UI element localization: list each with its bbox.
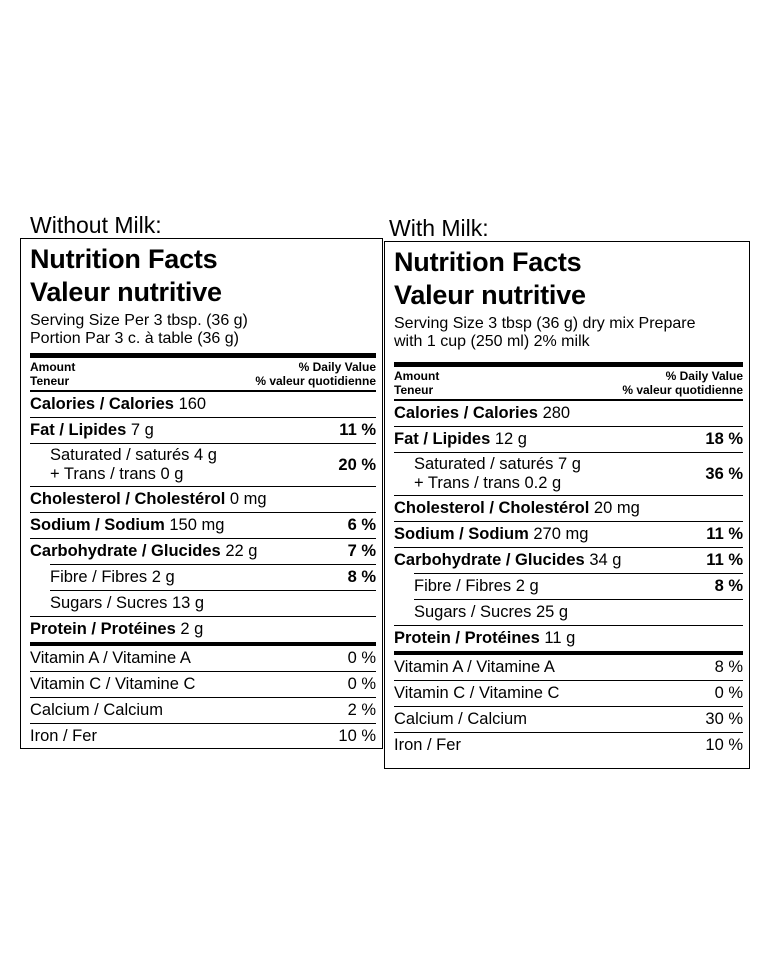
saturated-pct: 36 % (705, 464, 743, 483)
trans-label: + Trans / trans 0 g (50, 465, 184, 483)
vitamin-c-pct: 0 % (714, 684, 743, 702)
iron-row (30, 723, 376, 749)
iron-pct: 10 % (338, 727, 376, 745)
calcium-pct: 2 % (347, 701, 376, 719)
protein-label: Protein / Protéines (30, 620, 176, 638)
sugars-label: Sugars / Sucres 13 g (50, 594, 205, 612)
vitamin-c-row (30, 671, 376, 697)
serving-line-1: Serving Size 3 tbsp (36 g) dry mix Prepare (394, 315, 696, 332)
sodium-row (394, 521, 743, 547)
saturated-pct: 20 % (338, 455, 376, 474)
sugars-row (50, 590, 376, 616)
protein-row (30, 616, 376, 642)
saturated-label: Saturated / saturés 7 g (414, 455, 581, 473)
daily-value-label: % Daily Value (298, 360, 376, 374)
vitamin-c-row (394, 680, 743, 706)
protein-value: 2 g (180, 620, 204, 638)
carbohydrate-value: 22 g (225, 542, 258, 560)
panel-with-milk (384, 215, 750, 769)
carbohydrate-pct: 11 % (706, 551, 743, 569)
fat-label: Fat / Lipides (394, 430, 491, 448)
trans-label: + Trans / trans 0.2 g (414, 474, 562, 492)
daily-value-label: % Daily Value (665, 369, 743, 383)
iron-pct: 10 % (705, 736, 743, 754)
sodium-pct: 11 % (706, 525, 743, 543)
column-header (394, 367, 743, 399)
teneur-label: Teneur (394, 383, 434, 397)
title-en: Nutrition Facts (394, 247, 582, 277)
sodium-row (30, 512, 376, 538)
sodium-pct: 6 % (347, 516, 376, 534)
vitamin-c-pct: 0 % (347, 675, 376, 693)
carbohydrate-pct: 7 % (347, 542, 376, 560)
daily-value-label-fr: % valeur quotidienne (255, 374, 376, 388)
vitamin-a-label: Vitamin A / Vitamine A (394, 658, 555, 676)
calories-value: 280 (542, 404, 571, 422)
column-header (30, 358, 376, 390)
nutrition-facts-table (384, 241, 750, 769)
fibre-row (50, 564, 376, 590)
calories-label: Calories / Calories (394, 404, 538, 422)
sodium-label: Sodium / Sodium (30, 516, 165, 534)
cholesterol-label: Cholesterol / Cholestérol (394, 499, 590, 517)
calcium-row (394, 706, 743, 732)
carbohydrate-row (30, 538, 376, 564)
panel-heading: Without Milk: (30, 212, 162, 238)
serving-size (394, 315, 743, 355)
vitamin-a-pct: 8 % (714, 658, 743, 676)
amount-label: Amount (394, 369, 440, 383)
cholesterol-label: Cholesterol / Cholestérol (30, 490, 226, 508)
vitamin-c-label: Vitamin C / Vitamine C (394, 684, 560, 702)
vitamin-a-row (394, 651, 743, 680)
fibre-pct: 8 % (714, 577, 743, 595)
title-en: Nutrition Facts (30, 244, 218, 274)
serving-line-2: Portion Par 3 c. à table (36 g) (30, 330, 239, 347)
serving-line-1: Serving Size Per 3 tbsp. (36 g) (30, 312, 248, 329)
calories-label: Calories / Calories (30, 395, 174, 413)
cholesterol-row (30, 486, 376, 512)
vitamin-c-label: Vitamin C / Vitamine C (30, 675, 196, 693)
fibre-pct: 8 % (347, 568, 376, 586)
protein-label: Protein / Protéines (394, 629, 540, 647)
fibre-label: Fibre / Fibres 2 g (414, 577, 539, 595)
amount-label: Amount (30, 360, 76, 374)
teneur-label: Teneur (30, 374, 70, 388)
calories-row (394, 399, 743, 426)
fat-value: 7 g (130, 421, 154, 439)
protein-row (394, 625, 743, 651)
iron-label: Iron / Fer (30, 727, 97, 745)
fat-row (394, 426, 743, 452)
fat-label: Fat / Lipides (30, 421, 127, 439)
serving-size (30, 312, 376, 348)
panel-without-milk (20, 212, 383, 749)
calcium-row (30, 697, 376, 723)
carbohydrate-label: Carbohydrate / Glucides (30, 542, 221, 560)
nutrition-facts-table (20, 238, 383, 749)
calories-value: 160 (178, 395, 207, 413)
cholesterol-row (394, 495, 743, 521)
saturated-label: Saturated / saturés 4 g (50, 446, 217, 464)
iron-row (394, 732, 743, 758)
vitamin-a-pct: 0 % (347, 649, 376, 667)
protein-value: 11 g (544, 629, 576, 647)
carbohydrate-row (394, 547, 743, 573)
sodium-label: Sodium / Sodium (394, 525, 529, 543)
cholesterol-value: 20 mg (593, 499, 640, 517)
saturated-trans-row (394, 452, 743, 495)
calories-row (30, 390, 376, 417)
carbohydrate-value: 34 g (589, 551, 622, 569)
sodium-value: 150 mg (169, 516, 225, 534)
sugars-row (414, 599, 743, 625)
title-fr: Valeur nutritive (30, 277, 222, 307)
calcium-label: Calcium / Calcium (30, 701, 163, 719)
cholesterol-value: 0 mg (229, 490, 267, 508)
vitamin-a-label: Vitamin A / Vitamine A (30, 649, 191, 667)
daily-value-label-fr: % valeur quotidienne (622, 383, 743, 397)
calcium-label: Calcium / Calcium (394, 710, 527, 728)
carbohydrate-label: Carbohydrate / Glucides (394, 551, 585, 569)
sugars-label: Sugars / Sucres 25 g (414, 603, 569, 621)
fibre-label: Fibre / Fibres 2 g (50, 568, 175, 586)
panel-heading: With Milk: (389, 215, 489, 241)
sodium-value: 270 mg (533, 525, 589, 543)
fibre-row (414, 573, 743, 599)
serving-line-2: with 1 cup (250 ml) 2% milk (394, 333, 590, 350)
title-fr: Valeur nutritive (394, 280, 586, 310)
iron-label: Iron / Fer (394, 736, 461, 754)
vitamin-a-row (30, 642, 376, 671)
fat-pct: 11 % (339, 421, 376, 439)
saturated-trans-row (30, 443, 376, 486)
fat-pct: 18 % (705, 430, 743, 448)
fat-row (30, 417, 376, 443)
fat-value: 12 g (494, 430, 527, 448)
calcium-pct: 30 % (705, 710, 743, 728)
